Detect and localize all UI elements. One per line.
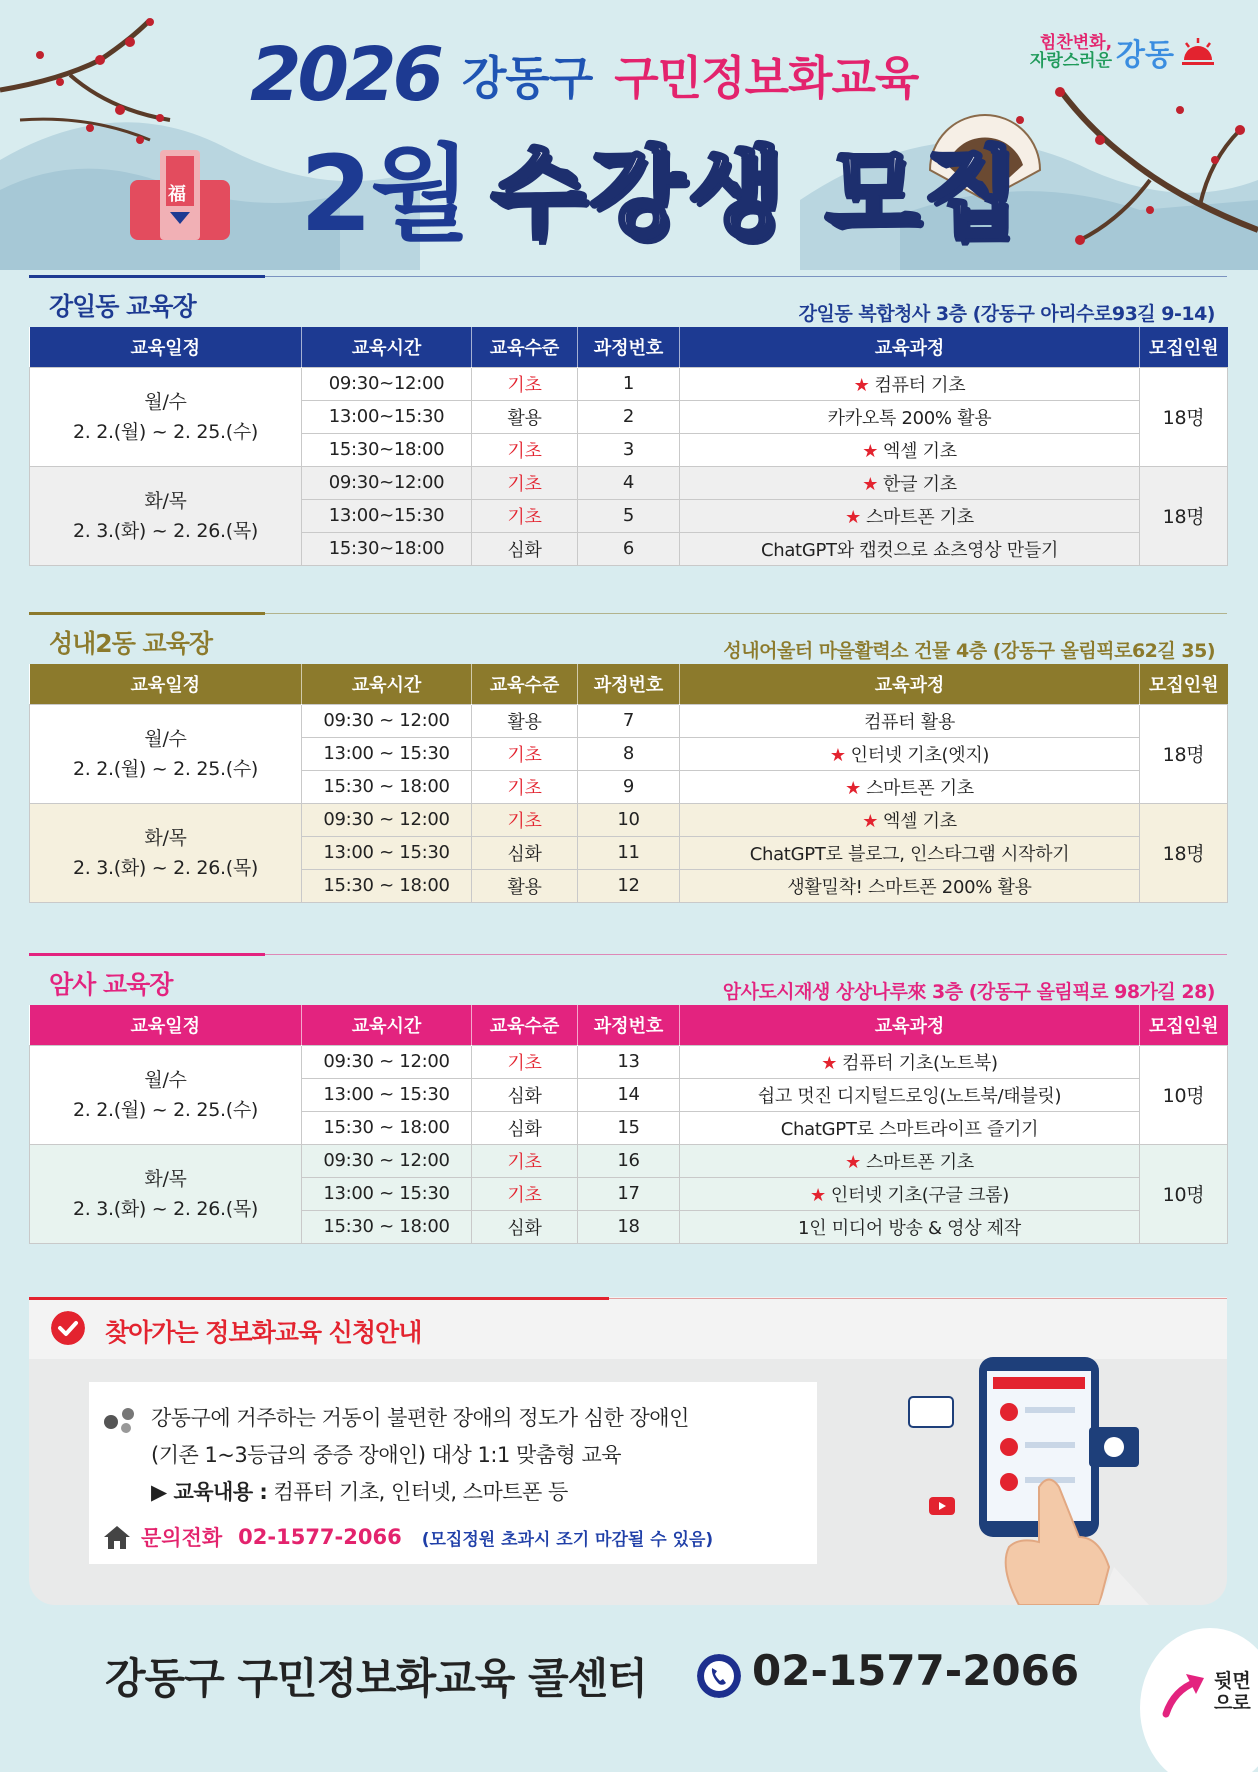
curved-arrow-icon (1160, 1670, 1210, 1720)
star-icon: ★ (862, 810, 879, 832)
course-number: 14 (578, 1078, 680, 1111)
class-time: 15:30 ~ 18:00 (302, 1210, 472, 1243)
call-center-number[interactable]: 02-1577-2066 (752, 1646, 1080, 1695)
class-level: 기초 (472, 499, 578, 532)
course-title: 컴퓨터 기초 (874, 374, 966, 396)
title-district: 강동구 (461, 51, 593, 105)
column-header: 모집인원 (1140, 664, 1228, 704)
course-name (680, 704, 1140, 737)
enrollment-count: 18명 (1140, 803, 1228, 902)
check-circle-icon (51, 1311, 85, 1345)
schedule-days: 월/수 (144, 727, 187, 750)
course-title: 엑셀 기초 (883, 440, 957, 462)
star-icon: ★ (821, 1052, 838, 1074)
course-name (680, 400, 1140, 433)
star-icon: ★ (845, 506, 861, 528)
course-title: ChatGPT와 캡컷으로 쇼츠영상 만들기 (760, 539, 1059, 561)
class-time: 09:30 ~ 12:00 (302, 803, 472, 836)
class-level: 기초 (472, 1144, 578, 1177)
column-header: 교육과정 (680, 327, 1140, 367)
table-row (30, 704, 1228, 737)
course-number: 10 (578, 803, 680, 836)
schedule-days: 월/수 (144, 390, 187, 413)
title-line-2 (300, 120, 1023, 255)
course-number: 11 (578, 836, 680, 869)
venue-name: 암사 교육장 (49, 970, 173, 999)
star-icon: ★ (853, 374, 870, 396)
column-header: 교육수준 (472, 327, 578, 367)
class-time: 13:00~15:30 (302, 499, 472, 532)
venue-name: 성내2동 교육장 (49, 629, 212, 658)
course-number: 6 (578, 532, 680, 565)
class-time: 09:30~12:00 (302, 466, 472, 499)
course-name (680, 1111, 1140, 1144)
course-number: 9 (578, 770, 680, 803)
course-number: 12 (578, 869, 680, 902)
table-row (30, 1045, 1228, 1078)
visiting-education-title: 찾아가는 정보화교육 신청안내 (105, 1318, 422, 1347)
title-recruit: 수강생 모집 (490, 136, 1023, 251)
class-time: 09:30 ~ 12:00 (302, 1045, 472, 1078)
enrollment-count: 18명 (1140, 704, 1228, 803)
schedule-dates: 2. 3.(화) ~ 2. 26.(목) (72, 519, 259, 542)
course-title: 1인 미디어 방송 & 영상 제작 (798, 1217, 1021, 1239)
course-name (680, 466, 1140, 499)
course-name (680, 367, 1140, 400)
table-row (30, 803, 1228, 836)
contact-number[interactable]: 02-1577-2066 (238, 1525, 402, 1549)
course-title: 스마트폰 기초 (865, 506, 974, 528)
course-number: 18 (578, 1210, 680, 1243)
course-number: 8 (578, 737, 680, 770)
course-title: 인터넷 기초(엣지) (850, 744, 990, 766)
class-time: 09:30 ~ 12:00 (302, 1144, 472, 1177)
table-row (30, 367, 1228, 400)
class-level: 심화 (472, 1111, 578, 1144)
schedule-days: 화/목 (144, 1167, 187, 1190)
class-time: 13:00 ~ 15:30 (302, 836, 472, 869)
course-title: ChatGPT로 블로그, 인스타그램 시작하기 (749, 843, 1070, 865)
table-row (30, 466, 1228, 499)
column-header: 과정번호 (578, 1005, 680, 1045)
visit-line-2: (기존 1~3등급의 중증 장애인) 대상 1:1 맞춤형 교육 (151, 1443, 622, 1467)
enrollment-count: 10명 (1140, 1144, 1228, 1243)
enrollment-count: 18명 (1140, 466, 1228, 565)
logo-name: 강동 (1116, 38, 1174, 73)
logo-slogan-1: 힘찬변화, (1039, 33, 1113, 53)
course-title: 생활밀착! 스마트폰 200% 활용 (787, 876, 1032, 898)
course-title: ChatGPT로 스마트라이프 즐기기 (780, 1118, 1039, 1140)
course-name (680, 737, 1140, 770)
class-level: 기초 (472, 1045, 578, 1078)
enrollment-count: 18명 (1140, 367, 1228, 466)
class-level: 심화 (472, 1210, 578, 1243)
column-header: 교육일정 (30, 1005, 302, 1045)
course-number: 1 (578, 367, 680, 400)
venue-address: 성내어울터 마을활력소 건물 4층 (강동구 올림픽로62길 35) (723, 640, 1215, 662)
column-header: 교육일정 (30, 327, 302, 367)
course-title: 엑셀 기초 (883, 810, 957, 832)
back-label-1: 뒷면 (1214, 1670, 1251, 1692)
schedule-cell (30, 1144, 302, 1243)
class-level: 활용 (472, 869, 578, 902)
course-title: 카카오톡 200% 활용 (827, 407, 992, 429)
contact-label: 문의전화 (141, 1526, 223, 1550)
class-time: 13:00 ~ 15:30 (302, 1177, 472, 1210)
column-header: 교육수준 (472, 1005, 578, 1045)
column-header: 모집인원 (1140, 1005, 1228, 1045)
class-time: 09:30~12:00 (302, 367, 472, 400)
star-icon: ★ (810, 1184, 826, 1206)
course-number: 7 (578, 704, 680, 737)
schedule-days: 월/수 (144, 1068, 187, 1091)
content-value: 컴퓨터 기초, 인터넷, 스마트폰 등 (273, 1480, 568, 1504)
class-time: 13:00 ~ 15:30 (302, 1078, 472, 1111)
star-icon: ★ (829, 744, 846, 766)
schedule-dates: 2. 3.(화) ~ 2. 26.(목) (72, 856, 259, 879)
class-level: 심화 (472, 836, 578, 869)
logo-slogan-2: 자랑스러운 (1029, 51, 1113, 71)
class-time: 13:00 ~ 15:30 (302, 737, 472, 770)
course-number: 17 (578, 1177, 680, 1210)
schedule-cell (30, 466, 302, 565)
course-name (680, 869, 1140, 902)
header (0, 0, 1258, 270)
gangdong-logo (1030, 30, 1218, 74)
class-level: 기초 (472, 367, 578, 400)
class-time: 13:00~15:30 (302, 400, 472, 433)
class-level: 기초 (472, 433, 578, 466)
schedule-dates: 2. 2.(월) ~ 2. 25.(수) (72, 1098, 259, 1121)
course-name (680, 1210, 1140, 1243)
schedule-cell (30, 1045, 302, 1144)
class-level: 기초 (472, 737, 578, 770)
column-header: 과정번호 (578, 327, 680, 367)
course-title: 인터넷 기초(구글 크롬) (830, 1184, 1009, 1206)
class-level: 활용 (472, 704, 578, 737)
course-name (680, 836, 1140, 869)
section-2 (29, 612, 1227, 903)
column-header: 교육과정 (680, 664, 1140, 704)
section-1 (29, 275, 1227, 566)
column-header: 교육과정 (680, 1005, 1140, 1045)
schedule-dates: 2. 2.(월) ~ 2. 25.(수) (72, 757, 259, 780)
course-name (680, 1045, 1140, 1078)
title-line-1 (250, 30, 918, 120)
sun-logo-icon (1178, 36, 1218, 68)
course-number: 16 (578, 1144, 680, 1177)
schedule-dates: 2. 3.(화) ~ 2. 26.(목) (72, 1197, 259, 1220)
class-time: 15:30~18:00 (302, 433, 472, 466)
column-header: 교육시간 (302, 327, 472, 367)
class-level: 기초 (472, 803, 578, 836)
contact-row (103, 1522, 713, 1552)
course-title: 컴퓨터 기초(노트북) (842, 1052, 998, 1074)
table-header-row (30, 327, 1228, 367)
footer (0, 1640, 1258, 1720)
back-label-2: 으로 (1214, 1692, 1251, 1714)
schedule-cell (30, 367, 302, 466)
column-header: 교육시간 (302, 664, 472, 704)
course-number: 5 (578, 499, 680, 532)
home-icon (103, 1524, 131, 1550)
column-header: 교육일정 (30, 664, 302, 704)
pouch-character: 福 (168, 184, 186, 205)
star-icon: ★ (845, 1151, 861, 1173)
course-number: 13 (578, 1045, 680, 1078)
table-row (30, 1144, 1228, 1177)
schedule-days: 화/목 (144, 489, 187, 512)
visiting-education-info (89, 1382, 817, 1564)
star-icon: ★ (862, 473, 879, 495)
schedule-table (29, 327, 1228, 566)
phone-icon (697, 1654, 741, 1698)
class-time: 15:30 ~ 18:00 (302, 869, 472, 902)
column-header: 교육시간 (302, 1005, 472, 1045)
venue-address: 암사도시재생 상상나루來 3층 (강동구 올림픽로 98가길 28) (722, 981, 1215, 1003)
title-program: 구민정보화교육 (614, 51, 919, 105)
visiting-education-panel (29, 1297, 1227, 1605)
course-name (680, 770, 1140, 803)
column-header: 교육수준 (472, 664, 578, 704)
course-name (680, 532, 1140, 565)
course-number: 2 (578, 400, 680, 433)
course-number: 15 (578, 1111, 680, 1144)
title-month: 2월 (300, 133, 469, 255)
venue-address: 강일동 복합청사 3층 (강동구 아리수로93길 9-14) (798, 303, 1215, 325)
class-level: 기초 (472, 466, 578, 499)
class-time: 15:30~18:00 (302, 532, 472, 565)
schedule-table (29, 664, 1228, 903)
enrollment-count: 10명 (1140, 1045, 1228, 1144)
schedule-cell (30, 803, 302, 902)
schedule-table (29, 1005, 1228, 1244)
class-time: 15:30 ~ 18:00 (302, 1111, 472, 1144)
class-level: 활용 (472, 400, 578, 433)
course-title: 쉽고 멋진 디지털드로잉(노트북/태블릿) (757, 1085, 1062, 1107)
course-name (680, 1144, 1140, 1177)
course-name (680, 803, 1140, 836)
class-level: 기초 (472, 770, 578, 803)
schedule-days: 화/목 (144, 826, 187, 849)
star-icon: ★ (862, 440, 879, 462)
course-title: 한글 기초 (883, 473, 957, 495)
people-icon (101, 1404, 139, 1434)
content-label: ▶ 교육내용 : (151, 1480, 268, 1504)
course-number: 3 (578, 433, 680, 466)
course-title: 스마트폰 기초 (865, 1151, 974, 1173)
class-time: 09:30 ~ 12:00 (302, 704, 472, 737)
section-3 (29, 953, 1227, 1244)
schedule-cell (30, 704, 302, 803)
class-level: 기초 (472, 1177, 578, 1210)
course-number: 4 (578, 466, 680, 499)
visit-line-1: 강동구에 거주하는 거동이 불편한 장애의 정도가 심한 장애인 (151, 1406, 689, 1430)
venue-name: 강일동 교육장 (49, 292, 196, 321)
course-name (680, 1078, 1140, 1111)
table-header-row (30, 1005, 1228, 1045)
star-icon: ★ (845, 777, 861, 799)
column-header: 과정번호 (578, 664, 680, 704)
course-title: 스마트폰 기초 (865, 777, 974, 799)
class-level: 심화 (472, 532, 578, 565)
table-header-row (30, 664, 1228, 704)
class-level: 심화 (472, 1078, 578, 1111)
smartphone-hand-illustration (899, 1337, 1199, 1605)
contact-note: (모집정원 초과시 조기 마감될 수 있음) (421, 1529, 714, 1550)
class-time: 15:30 ~ 18:00 (302, 770, 472, 803)
course-name (680, 499, 1140, 532)
year-title: 2026 (250, 32, 440, 118)
course-name (680, 1177, 1140, 1210)
schedule-dates: 2. 2.(월) ~ 2. 25.(수) (72, 420, 259, 443)
course-title: 컴퓨터 활용 (864, 711, 955, 733)
column-header: 모집인원 (1140, 327, 1228, 367)
course-name (680, 433, 1140, 466)
call-center-name: 강동구 구민정보화교육 콜센터 (105, 1654, 647, 1703)
